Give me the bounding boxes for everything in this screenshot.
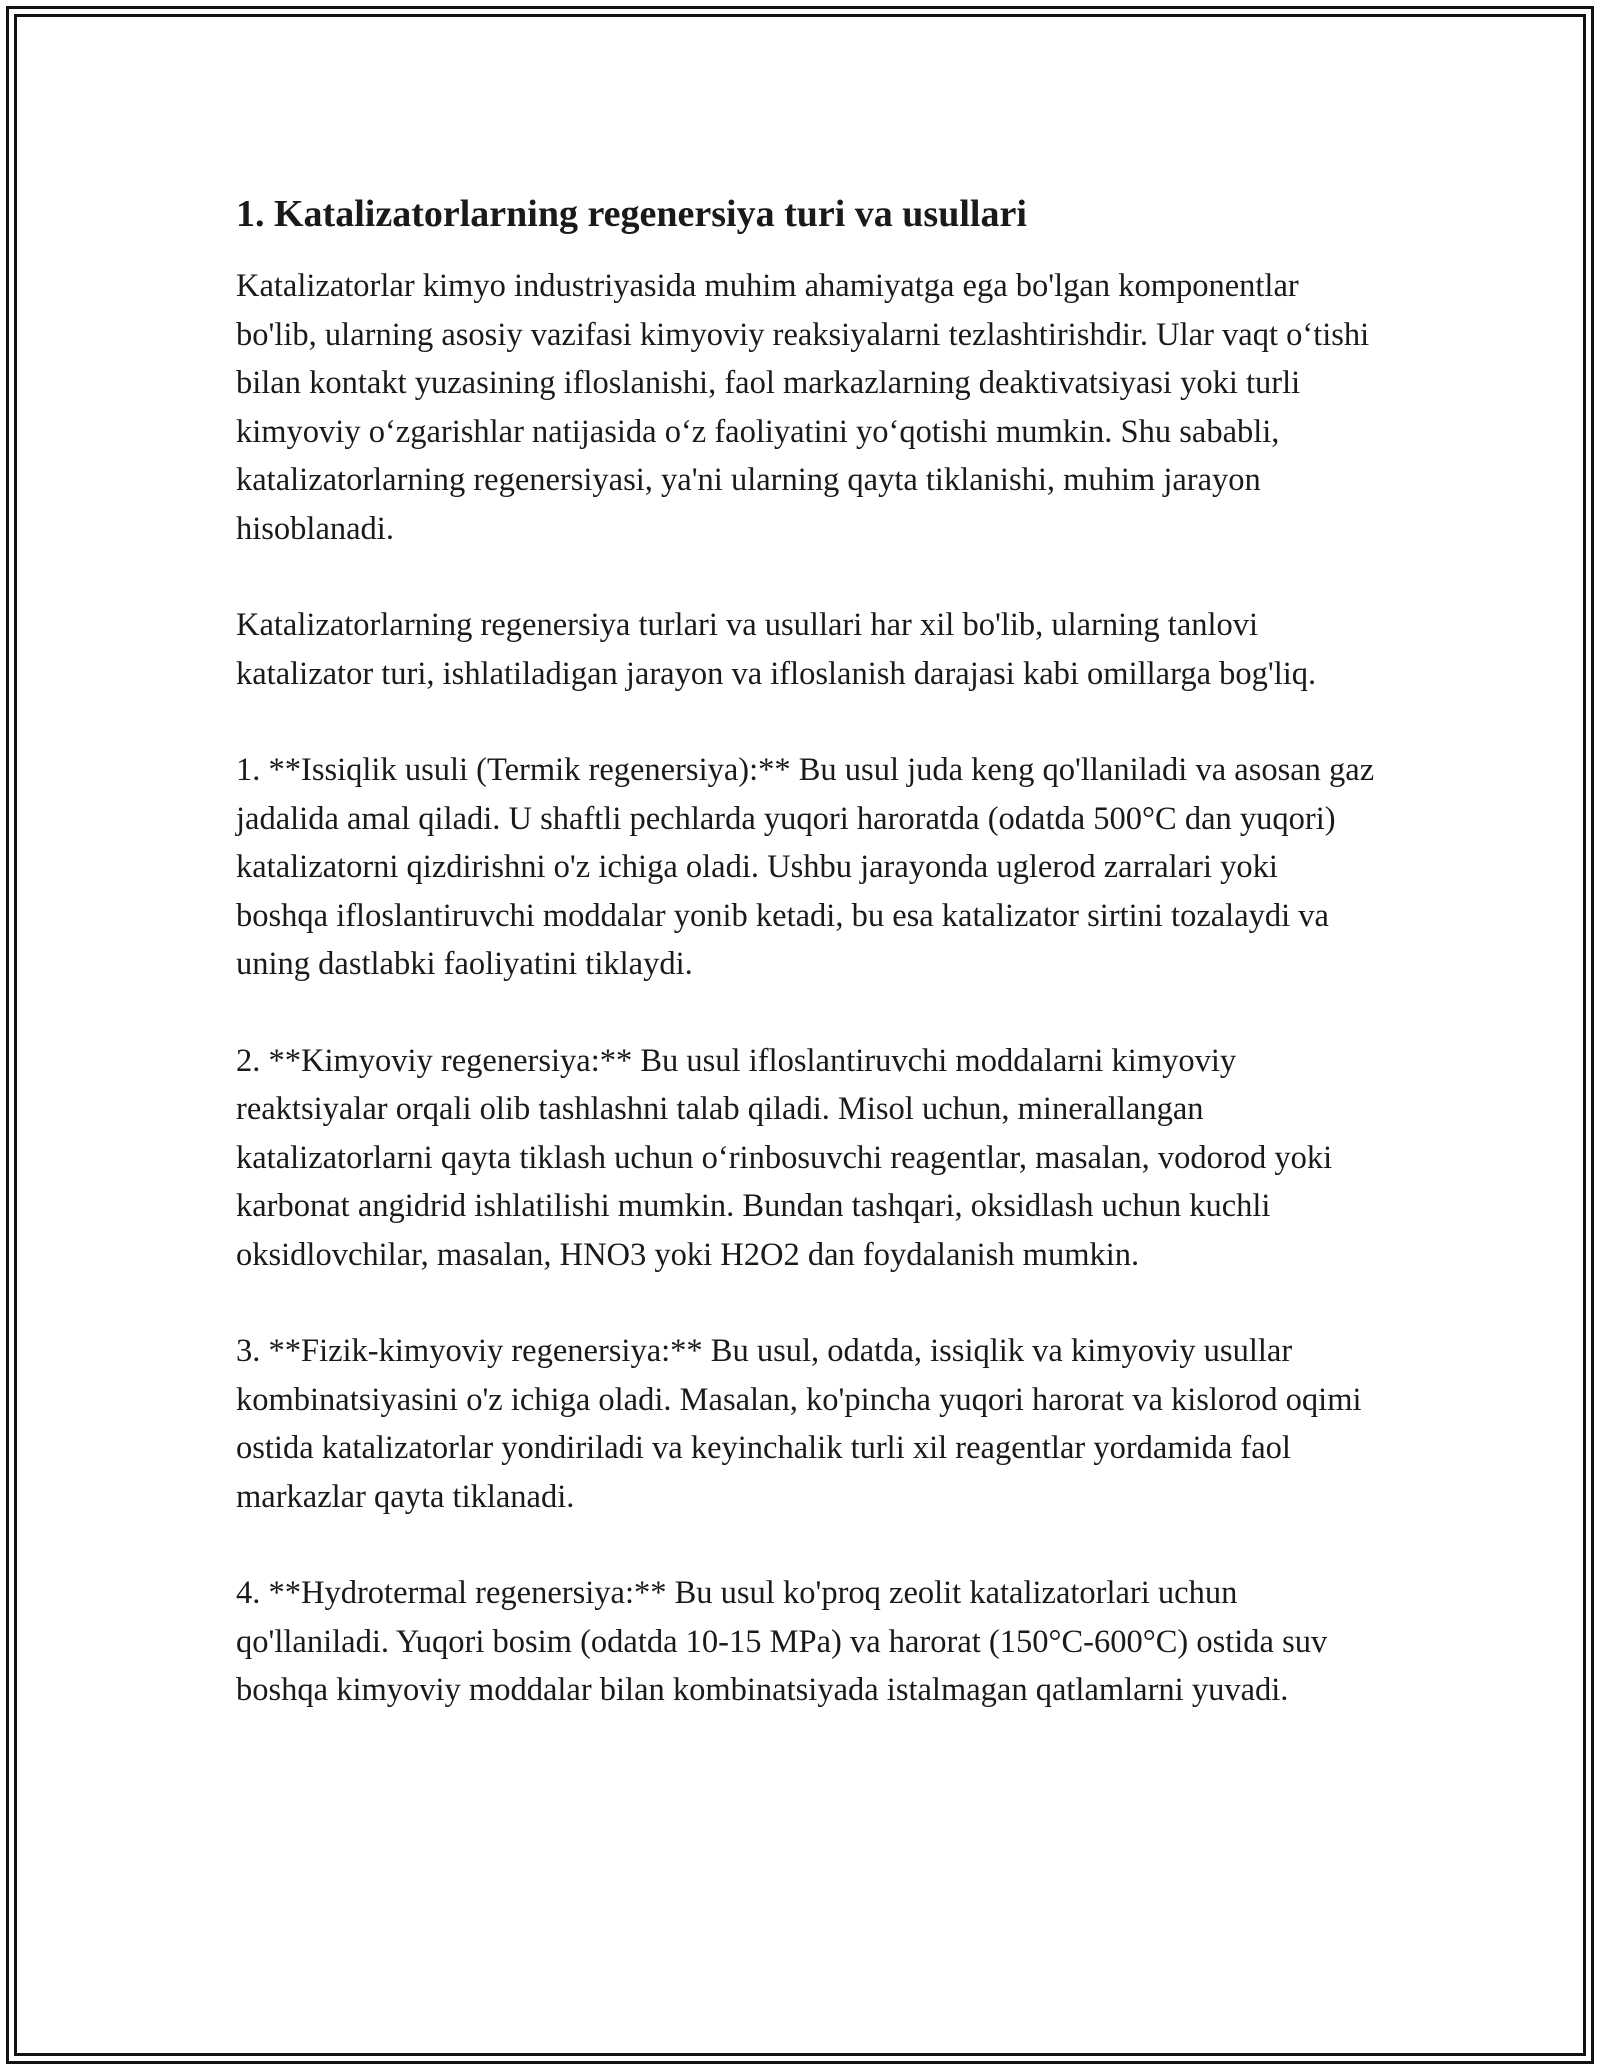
paragraph-thermal-regeneration: 1. **Issiqlik usuli (Termik regenersiya):** Bu usul juda keng qo'llaniladi va asosan gaz jadalida amal qiladi. U shaftli pechlarda yuqori haroratda (odatda 500°C dan yuqori) katalizatorni qizdirishni o'z ichiga oladi. Ushbu jarayonda uglerod zarralari yoki boshqa ifloslantiruvchi moddalar yonib ketadi, bu esa katalizator sirtini tozalaydi va uning dastlabki faoliyatini tiklaydi. — [236, 752, 1375, 982]
paragraph-physicochemical-regeneration: 3. **Fizik-kimyoviy regenersiya:** Bu usul, odatda, issiqlik va kimyoviy usullar kombinatsiyasini o'z ichiga oladi. Masalan, ko'pincha yuqori harorat va kislorod oqimi ostida katalizatorlar yondiriladi va keyinchalik turli xil reagentlar yordamida faol markazlar qayta tiklanadi. — [236, 1333, 1362, 1515]
document-body — [236, 186, 1376, 1715]
paragraph-chemical-regeneration: 2. **Kimyoviy regenersiya:** Bu usul ifloslantiruvchi moddalarni kimyoviy reaktsiyalar orqali olib tashlashni talab qiladi. Misol uchun, minerallangan katalizatorlarni qayta tiklash uchun o‘rinbosuvchi reagentlar, masalan, vodorod yoki karbonat angidrid ishlatilishi mumkin. Bundan tashqari, oksidlash uchun kuchli oksidlovchilar, masalan, HNO3 yoki H2O2 dan foydalanish mumkin. — [236, 1042, 1333, 1273]
paragraph-hydrothermal-regeneration: 4. **Hydrotermal regenersiya:** Bu usul ko'proq zeolit katalizatorlari uchun qo'llaniladi. Yuqori bosim (odatda 10-15 MPa) va harorat (150°C-600°C) ostida suv boshqa kimyoviy moddalar bilan kombinatsiyada istalmagan qatlamlarni yuvadi. — [236, 1575, 1328, 1708]
paragraph-intro: Katalizatorlar kimyo industriyasida muhim ahamiyatga ega bo'lgan komponentlar bo'lib, ularning asosiy vazifasi kimyoviy reaksiyalarni tezlashtirishdir. Ular vaqt o‘tishi bilan kontakt yuzasining ifloslanishi, faol markazlarning deaktivatsiyasi yoki turli kimyoviy o‘zgarishlar natijasida o‘z faoliyatini yo‘qotishi mumkin. Shu sababli, katalizatorlarning regenersiyasi, ya'ni ularning qayta tiklanishi, muhim jarayon hisoblanadi. — [236, 268, 1370, 547]
paragraph-overview: Katalizatorlarning regenersiya turlari va usullari har xil bo'lib, ularning tanlovi katalizator turi, ishlatiladigan jarayon va ifloslanish darajasi kabi omillarga bog'liq. — [236, 607, 1317, 692]
document-title: 1. Katalizatorlarning regenersiya turi va usullari — [236, 193, 1027, 235]
